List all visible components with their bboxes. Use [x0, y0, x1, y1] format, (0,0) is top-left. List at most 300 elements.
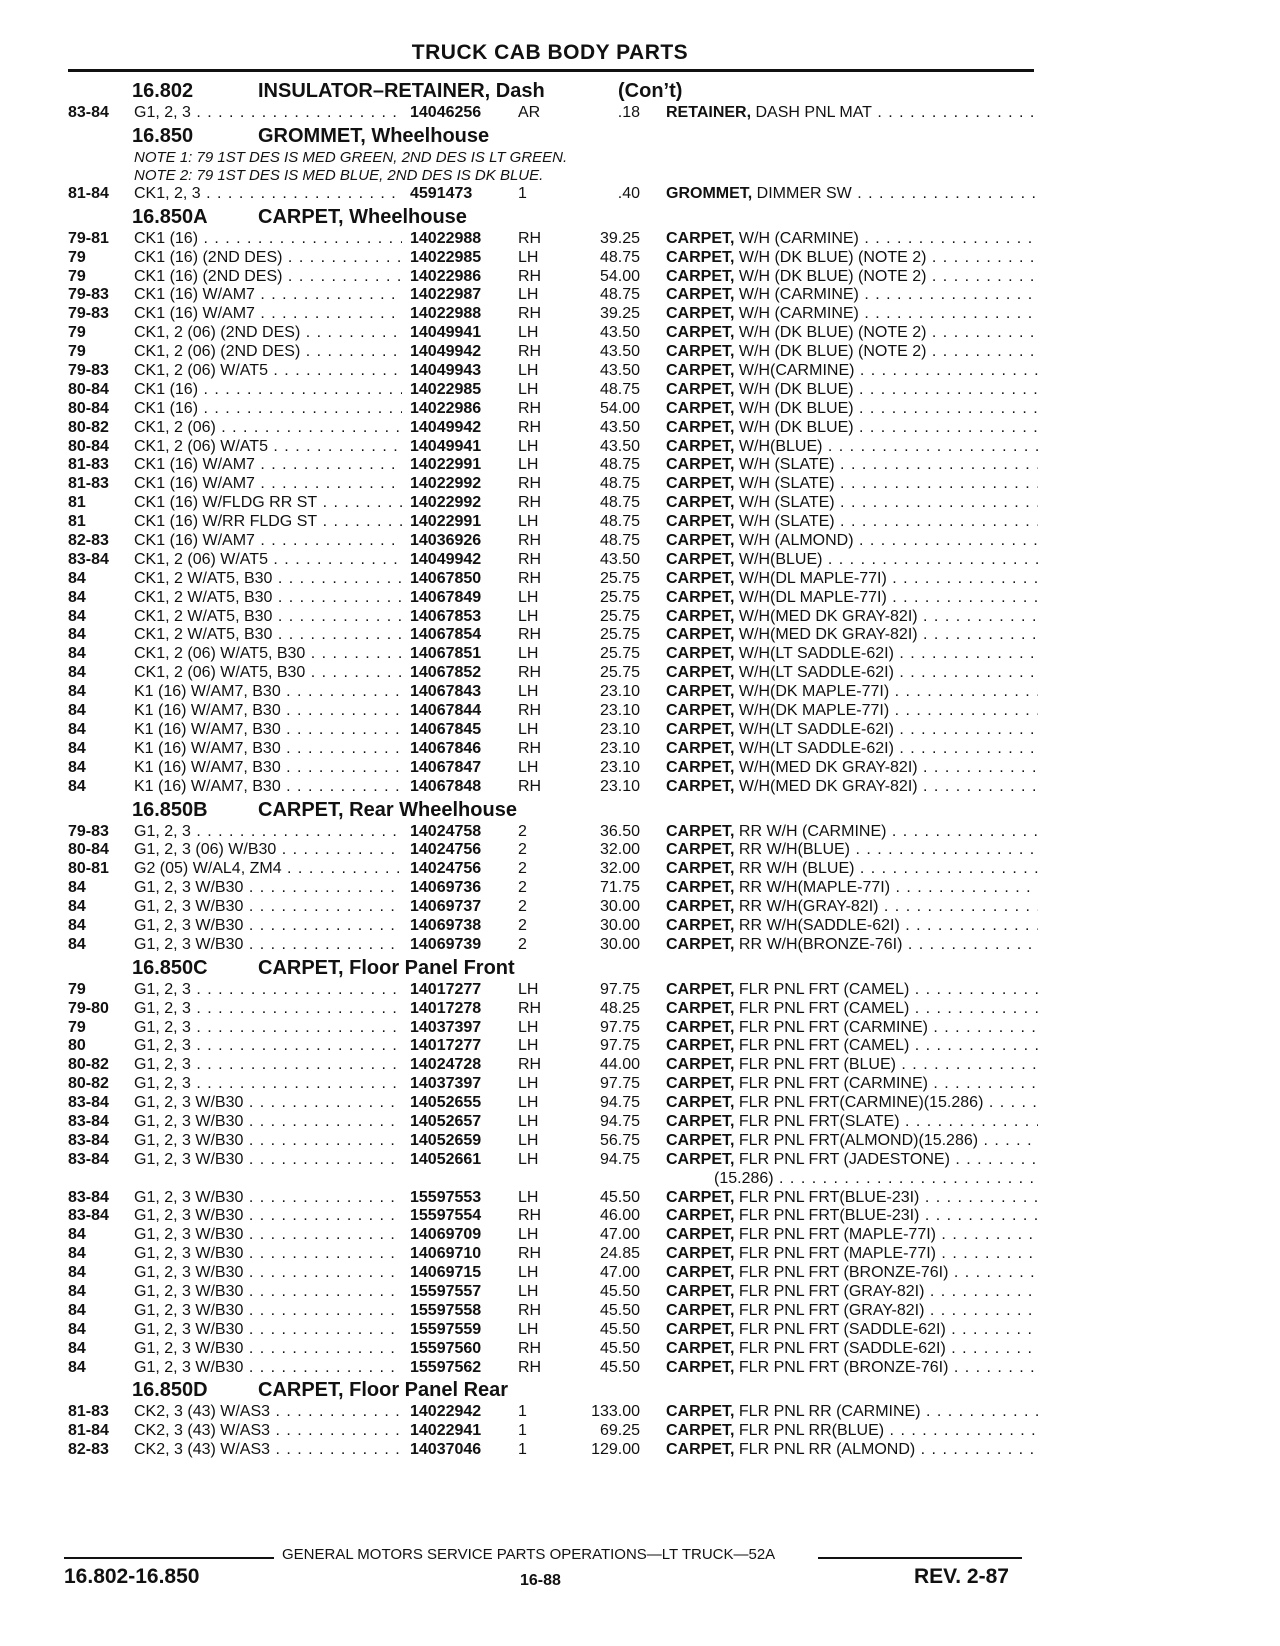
model-year: 84: [68, 569, 86, 587]
model-year: 84: [68, 664, 86, 682]
price: 44.00: [599, 1056, 640, 1074]
price: 54.00: [599, 399, 640, 417]
price: 48.75: [599, 475, 640, 493]
part-description: [666, 759, 1038, 778]
part-row: [0, 626, 1280, 645]
quantity: LH: [518, 607, 539, 625]
price: 23.10: [599, 702, 640, 720]
part-number: 14067845: [410, 720, 482, 738]
quantity: 1: [518, 1422, 527, 1440]
price: 97.75: [599, 980, 640, 998]
footer-rule-right: [818, 1557, 1022, 1559]
price: 48.75: [599, 532, 640, 550]
part-row: [0, 286, 1280, 305]
model-application: G1, 2, 3 . . .: [134, 1000, 402, 1019]
part-number: 14022988: [410, 305, 482, 323]
price: 30.00: [599, 916, 640, 934]
price: 48.75: [599, 248, 640, 266]
price: 43.50: [599, 437, 640, 455]
part-number: 14037397: [410, 1075, 482, 1093]
description-text: FLR PNL FRT (CAMEL): [734, 980, 910, 998]
part-number: 14022986: [410, 267, 482, 285]
part-row: [0, 1113, 1280, 1132]
description-text: W/H(CARMINE): [734, 362, 855, 380]
price: 94.75: [599, 1094, 640, 1112]
model-application: G1, 2, 3 . . .: [134, 1019, 402, 1038]
part-number: 14017278: [410, 999, 482, 1017]
description-noun: CARPET,: [666, 286, 735, 304]
model-application: CK1, 2, 3 . . .: [134, 185, 402, 204]
description-noun: CARPET,: [666, 513, 735, 531]
model-application: K1 (16) W/AM7, B30 . . .: [134, 683, 402, 702]
model-year: 80-84: [68, 841, 109, 859]
part-number: 14022985: [410, 380, 482, 398]
model-application: G1, 2, 3 . . .: [134, 823, 402, 842]
section-header: [0, 797, 1280, 823]
description-noun: CARPET,: [666, 626, 735, 644]
description-noun: CARPET,: [666, 569, 735, 587]
quantity: LH: [518, 1094, 539, 1112]
model-application: CK1 (16) (2ND DES) . . .: [134, 249, 402, 268]
model-application: G1, 2, 3 W/B30 . . .: [134, 917, 402, 936]
model-year: 84: [68, 1358, 86, 1376]
model-year: 79-83: [68, 362, 109, 380]
part-row: [0, 104, 1280, 123]
description-text: FLR PNL FRT(SLATE): [734, 1112, 900, 1130]
model-year: 83-84: [68, 1188, 109, 1206]
part-description: [666, 513, 1038, 532]
quantity: RH: [518, 626, 542, 644]
description-noun: CARPET,: [666, 739, 735, 757]
description-noun: CARPET,: [666, 1301, 735, 1319]
part-description: [666, 400, 1038, 419]
section-title: CARPET, Floor Panel Rear: [258, 1379, 509, 1402]
description-text: W/H (CARMINE): [734, 286, 859, 304]
description-noun: CARPET,: [666, 1245, 735, 1263]
quantity: LH: [518, 1264, 539, 1282]
part-number: 14067854: [410, 626, 482, 644]
model-application: G1, 2, 3 W/B30 . . .: [134, 1151, 402, 1170]
model-application: G1, 2, 3 (06) W/B30 . . .: [134, 841, 402, 860]
description-text: W/H(MED DK GRAY-82I): [734, 607, 918, 625]
quantity: 2: [518, 841, 527, 859]
part-row: [0, 645, 1280, 664]
part-row: [0, 1056, 1280, 1075]
part-description: [666, 1019, 1038, 1038]
description-text: RR W/H(SADDLE-62I): [734, 916, 900, 934]
model-application: G1, 2, 3 . . .: [134, 1056, 402, 1075]
part-number: 14024756: [410, 841, 482, 859]
description-text: W/H (SLATE): [734, 513, 835, 531]
part-description: [666, 936, 1038, 955]
price: 25.75: [599, 588, 640, 606]
part-row: [0, 664, 1280, 683]
quantity: 2: [518, 822, 527, 840]
quantity: LH: [518, 286, 539, 304]
model-application: CK1, 2 (06) W/AT5 . . .: [134, 551, 402, 570]
part-description: [666, 1132, 1038, 1151]
description-text: FLR PNL RR (CARMINE): [734, 1403, 921, 1421]
part-row: [0, 860, 1280, 879]
model-year: 80-84: [68, 380, 109, 398]
description-noun: CARPET,: [666, 935, 735, 953]
part-row: [0, 1264, 1280, 1283]
part-description: [666, 1359, 1038, 1378]
model-year: 84: [68, 588, 86, 606]
part-row: [0, 981, 1280, 1000]
part-row: [0, 702, 1280, 721]
description-noun: CARPET,: [666, 532, 735, 550]
part-description: [666, 721, 1038, 740]
description-noun: CARPET,: [666, 1358, 735, 1376]
quantity: 2: [518, 935, 527, 953]
price: 25.75: [599, 645, 640, 663]
part-number: 14022992: [410, 475, 482, 493]
quantity: 2: [518, 860, 527, 878]
part-description: [666, 1302, 1038, 1321]
description-noun: CARPET,: [666, 1339, 735, 1357]
model-application: CK1, 2 (06) W/AT5, B30 . . .: [134, 645, 402, 664]
part-row: [0, 1302, 1280, 1321]
model-application: CK1, 2 W/AT5, B30 . . .: [134, 589, 402, 608]
model-year: 79-83: [68, 822, 109, 840]
section-note: NOTE 2: 79 1ST DES IS MED BLUE, 2ND DES IS DK BLUE.: [134, 166, 544, 184]
quantity: RH: [518, 702, 542, 720]
price: 25.75: [599, 607, 640, 625]
part-row: [0, 759, 1280, 778]
model-application: CK2, 3 (43) W/AS3 . . .: [134, 1422, 402, 1441]
model-year: 82-83: [68, 532, 109, 550]
model-year: 81-83: [68, 456, 109, 474]
description-noun: CARPET,: [666, 229, 735, 247]
price: 23.10: [599, 758, 640, 776]
model-year: 83-84: [68, 550, 109, 568]
part-description: [666, 1000, 1038, 1019]
part-number: 14069715: [410, 1264, 482, 1282]
section-header: [0, 1377, 1280, 1403]
part-row: [0, 230, 1280, 249]
part-description: [666, 778, 1038, 797]
part-number: 14052661: [410, 1150, 482, 1168]
part-number: 15597562: [410, 1358, 482, 1376]
part-row: [0, 475, 1280, 494]
model-year: 83-84: [68, 1207, 109, 1225]
price: 48.75: [599, 494, 640, 512]
model-application: CK1 (16) . . .: [134, 400, 402, 419]
model-year: 84: [68, 739, 86, 757]
part-number: 14067850: [410, 569, 482, 587]
description-noun: CARPET,: [666, 399, 735, 417]
price: 71.75: [599, 879, 640, 897]
description-text: FLR PNL FRT (CAMEL): [734, 999, 910, 1017]
model-application: CK1 (16) W/AM7 . . .: [134, 475, 402, 494]
description-text: W/H(LT SADDLE-62I): [734, 739, 894, 757]
parts-listing: [0, 78, 1280, 1460]
section-note: NOTE 1: 79 1ST DES IS MED GREEN, 2ND DES IS LT GREEN.: [134, 148, 568, 166]
model-year: 84: [68, 1301, 86, 1319]
part-row: [0, 1441, 1280, 1460]
part-description: [666, 185, 1038, 204]
model-year: 84: [68, 1245, 86, 1263]
part-description: [666, 286, 1038, 305]
quantity: LH: [518, 1018, 539, 1036]
description-text: W/H (DK BLUE) (NOTE 2): [734, 324, 927, 342]
description-noun: CARPET,: [666, 898, 735, 916]
part-number: 14024758: [410, 822, 482, 840]
description-noun: CARPET,: [666, 645, 735, 663]
quantity: RH: [518, 550, 542, 568]
description-noun: CARPET,: [666, 362, 735, 380]
footer-page-number: 16-88: [520, 1572, 561, 1589]
section-title: CARPET, Wheelhouse: [258, 205, 467, 228]
part-number: 14036926: [410, 532, 482, 550]
description-noun: CARPET,: [666, 841, 735, 859]
description-noun: CARPET,: [666, 860, 735, 878]
model-application: G1, 2, 3 W/B30 . . .: [134, 936, 402, 955]
part-description: [666, 494, 1038, 513]
quantity: LH: [518, 1131, 539, 1149]
part-row: [0, 268, 1280, 287]
model-application: K1 (16) W/AM7, B30 . . .: [134, 740, 402, 759]
description-noun: CARPET,: [666, 343, 735, 361]
description-noun: CARPET,: [666, 758, 735, 776]
part-row: [0, 305, 1280, 324]
part-number: 14067847: [410, 758, 482, 776]
description-noun: CARPET,: [666, 437, 735, 455]
section-header: [0, 123, 1280, 149]
description-text: W/H (CARMINE): [734, 229, 859, 247]
model-year: 81-83: [68, 1403, 109, 1421]
quantity: LH: [518, 1282, 539, 1300]
quantity: 2: [518, 898, 527, 916]
model-application: CK1, 2 (06) W/AT5, B30 . . .: [134, 664, 402, 683]
description-text: RR W/H(BRONZE-76I): [734, 935, 903, 953]
part-number: 14022985: [410, 248, 482, 266]
part-number: 14022941: [410, 1422, 482, 1440]
part-row: [0, 249, 1280, 268]
part-row: [0, 456, 1280, 475]
model-year: 80-84: [68, 437, 109, 455]
part-number: 14067851: [410, 645, 482, 663]
part-description: [666, 702, 1038, 721]
part-number: 15597554: [410, 1207, 482, 1225]
description-text: FLR PNL FRT(BLUE-23I): [734, 1188, 920, 1206]
description-text: W/H (DK BLUE): [734, 380, 854, 398]
description-noun: CARPET,: [666, 1112, 735, 1130]
part-description: [666, 381, 1038, 400]
part-row: [0, 1000, 1280, 1019]
part-number: 14046256: [410, 104, 482, 121]
description-noun: CARPET,: [666, 702, 735, 720]
model-application: CK1 (16) W/AM7 . . .: [134, 532, 402, 551]
model-application: G1, 2, 3 W/B30 . . .: [134, 1321, 402, 1340]
part-row: [0, 438, 1280, 457]
part-description: [666, 1264, 1038, 1283]
part-row: [0, 1403, 1280, 1422]
part-row: [0, 570, 1280, 589]
model-application: CK1, 2 (06) W/AT5 . . .: [134, 438, 402, 457]
part-row: [0, 823, 1280, 842]
price: 56.75: [599, 1131, 640, 1149]
description-text: RR W/H(MAPLE-77I): [734, 879, 891, 897]
model-application: CK1 (16) W/RR FLDG ST . . .: [134, 513, 402, 532]
price: 23.10: [599, 720, 640, 738]
model-year: 84: [68, 916, 86, 934]
part-description: [666, 532, 1038, 551]
model-year: 84: [68, 702, 86, 720]
model-application: K1 (16) W/AM7, B30 . . .: [134, 759, 402, 778]
part-description: [666, 438, 1038, 457]
quantity: LH: [518, 1112, 539, 1130]
quantity: RH: [518, 739, 542, 757]
quantity: RH: [518, 229, 542, 247]
part-description: [666, 362, 1038, 381]
footer-section-range: 16.802-16.850: [64, 1565, 200, 1588]
quantity: LH: [518, 720, 539, 738]
part-row: [0, 721, 1280, 740]
section-number: 16.850D: [132, 1379, 208, 1402]
quantity: RH: [518, 494, 542, 512]
quantity: AR: [518, 104, 541, 121]
part-description: [666, 1403, 1038, 1422]
description-text: FLR PNL RR(BLUE): [734, 1422, 885, 1440]
description-text: FLR PNL FRT (CARMINE): [734, 1018, 928, 1036]
model-year: 84: [68, 1339, 86, 1357]
section-title: GROMMET, Wheelhouse: [258, 124, 490, 147]
quantity: RH: [518, 1358, 542, 1376]
description-text: FLR PNL FRT (CAMEL): [734, 1037, 910, 1055]
part-row: [0, 1151, 1280, 1170]
part-description: [666, 1441, 1038, 1460]
model-application: CK1 (16) . . .: [134, 381, 402, 400]
price: 36.50: [599, 822, 640, 840]
price: 133.00: [591, 1403, 640, 1421]
description-text: (15.286): [714, 1169, 774, 1187]
price: 94.75: [599, 1150, 640, 1168]
model-application: CK1 (16) (2ND DES) . . .: [134, 268, 402, 287]
model-year: 79: [68, 324, 86, 342]
model-year: 80-81: [68, 860, 109, 878]
description-noun: CARPET,: [666, 1188, 735, 1206]
part-description: [666, 570, 1038, 589]
part-row: [0, 1037, 1280, 1056]
model-year: 79-83: [68, 286, 109, 304]
price: 97.75: [599, 1018, 640, 1036]
price: 39.25: [599, 229, 640, 247]
part-number: 14052655: [410, 1094, 482, 1112]
part-row: [0, 1132, 1280, 1151]
price: 45.50: [599, 1188, 640, 1206]
part-row: [0, 1359, 1280, 1378]
part-description: [666, 608, 1038, 627]
model-year: 84: [68, 683, 86, 701]
quantity: LH: [518, 683, 539, 701]
description-text: FLR PNL FRT (SADDLE-62I): [734, 1320, 946, 1338]
model-year: 84: [68, 935, 86, 953]
description-noun: CARPET,: [666, 1320, 735, 1338]
description-text: W/H(DK MAPLE-77I): [734, 702, 890, 720]
description-text: FLR PNL FRT(BLUE-23I): [734, 1207, 920, 1225]
part-row: [0, 1207, 1280, 1226]
price: 32.00: [599, 841, 640, 859]
quantity: LH: [518, 1150, 539, 1168]
part-description: [666, 343, 1038, 362]
part-row: [0, 324, 1280, 343]
price: 45.50: [599, 1282, 640, 1300]
part-row: [0, 608, 1280, 627]
part-number: 14069738: [410, 916, 482, 934]
part-description: [666, 1422, 1038, 1441]
description-text: W/H (SLATE): [734, 475, 835, 493]
description-text: W/H(MED DK GRAY-82I): [734, 777, 918, 795]
description-text: RR W/H (CARMINE): [734, 822, 887, 840]
part-number: 14067852: [410, 664, 482, 682]
description-text: DIMMER SW: [752, 184, 852, 202]
price: 54.00: [599, 267, 640, 285]
model-application: CK1, 2 W/AT5, B30 . . .: [134, 608, 402, 627]
description-noun: GROMMET,: [666, 184, 753, 202]
part-row: [0, 532, 1280, 551]
part-row: [0, 362, 1280, 381]
model-year: 79: [68, 980, 86, 998]
description-text: FLR PNL RR (ALMOND): [734, 1441, 916, 1459]
quantity: RH: [518, 1207, 542, 1225]
part-row: [0, 1226, 1280, 1245]
price: 129.00: [591, 1441, 640, 1459]
model-year: 82-83: [68, 1441, 109, 1459]
description-noun: CARPET,: [666, 664, 735, 682]
part-row: [0, 936, 1280, 955]
part-description: [666, 645, 1038, 664]
description-text: W/H (CARMINE): [734, 305, 859, 323]
price: 24.85: [599, 1245, 640, 1263]
description-noun: CARPET,: [666, 1056, 735, 1074]
price: 25.75: [599, 626, 640, 644]
description-noun: CARPET,: [666, 980, 735, 998]
part-number: 14017277: [410, 980, 482, 998]
price: 32.00: [599, 860, 640, 878]
model-year: 83-84: [68, 1150, 109, 1168]
model-year: 84: [68, 777, 86, 795]
part-number: 4591473: [410, 184, 473, 202]
model-application: K1 (16) W/AM7, B30 . . .: [134, 778, 402, 797]
description-noun: CARPET,: [666, 999, 735, 1017]
description-text: W/H (SLATE): [734, 456, 835, 474]
price: 30.00: [599, 935, 640, 953]
section-continued: (Con’t): [618, 80, 683, 102]
description-noun: CARPET,: [666, 916, 735, 934]
description-noun: CARPET,: [666, 1094, 735, 1112]
description-text: W/H(MED DK GRAY-82I): [734, 626, 918, 644]
price: 48.75: [599, 380, 640, 398]
part-description: [666, 1283, 1038, 1302]
part-description: [666, 1245, 1038, 1264]
model-application: CK2, 3 (43) W/AS3 . . .: [134, 1403, 402, 1422]
part-description: [666, 823, 1038, 842]
model-year: 83-84: [68, 104, 109, 121]
model-application: G1, 2, 3 W/B30 . . .: [134, 879, 402, 898]
description-text: DASH PNL MAT: [751, 104, 872, 121]
model-application: CK1 (16) W/AM7 . . .: [134, 305, 402, 324]
part-number: 14052657: [410, 1112, 482, 1130]
model-year: 84: [68, 626, 86, 644]
price: 48.75: [599, 513, 640, 531]
part-description: [666, 1321, 1038, 1340]
quantity: LH: [518, 1188, 539, 1206]
section-title: CARPET, Rear Wheelhouse: [258, 798, 517, 821]
model-application: G1, 2, 3 W/B30 . . .: [134, 1302, 402, 1321]
quantity: RH: [518, 267, 542, 285]
